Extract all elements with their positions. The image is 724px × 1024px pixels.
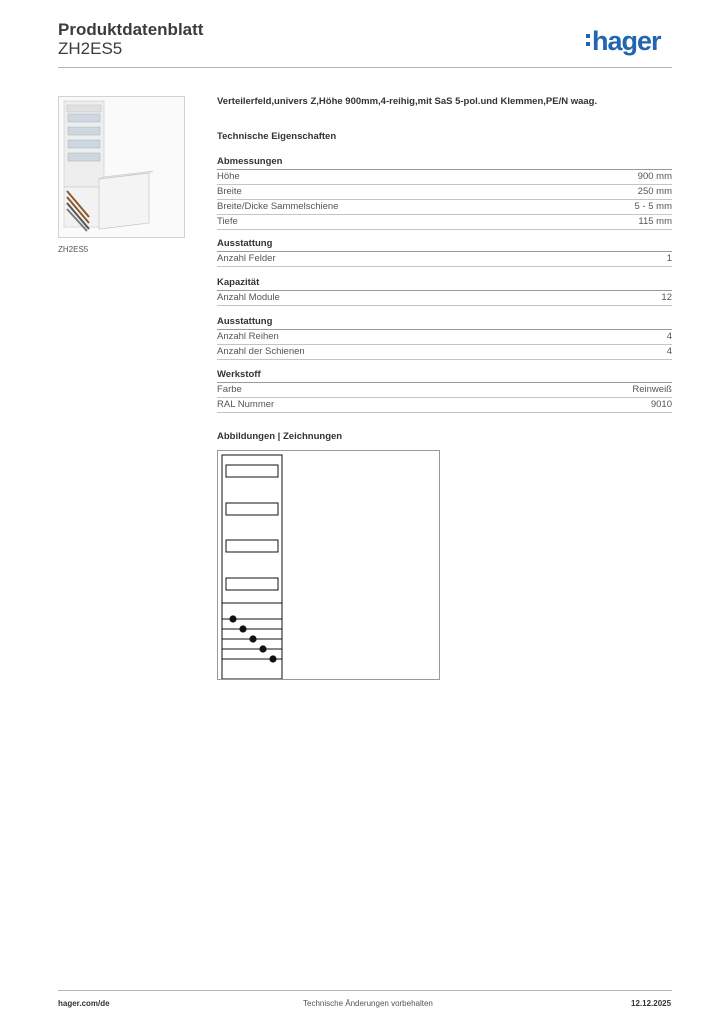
spec-label: Anzahl der Schienen xyxy=(217,346,305,357)
product-description: Verteilerfeld,univers Z,Höhe 900mm,4-reihig,mit SaS 5-pol.und Klemmen,PE/N waag. xyxy=(217,96,598,107)
spec-label: RAL Nummer xyxy=(217,399,275,410)
spec-value: Reinweiß xyxy=(632,384,672,395)
spec-value: 5 - 5 mm xyxy=(634,201,672,212)
product-code: ZH2ES5 xyxy=(58,39,123,58)
spec-label: Anzahl Felder xyxy=(217,253,276,264)
technical-properties-title: Technische Eigenschaften xyxy=(217,131,337,142)
spec-row xyxy=(217,398,672,413)
spec-group-dimensions xyxy=(217,156,672,230)
spec-value: 900 mm xyxy=(637,171,672,182)
spec-row xyxy=(217,185,672,200)
spec-heading: Werkstoff xyxy=(217,369,672,383)
spec-row xyxy=(217,170,672,185)
spec-row xyxy=(217,200,672,215)
footer-website: hager.com/de xyxy=(58,999,110,1008)
spec-heading: Ausstattung xyxy=(217,238,672,252)
spec-group-capacity xyxy=(217,277,672,306)
spec-heading: Ausstattung xyxy=(217,316,672,330)
logo-dots-icon xyxy=(586,34,591,50)
spec-label: Breite/Dicke Sammelschiene xyxy=(217,201,339,212)
product-thumbnail xyxy=(58,96,185,238)
spec-heading: Kapazität xyxy=(217,277,672,291)
spec-value: 12 xyxy=(661,292,672,303)
spec-row xyxy=(217,291,672,306)
footer-notice: Technische Änderungen vorbehalten xyxy=(303,999,433,1008)
spec-row xyxy=(217,215,672,230)
footer-divider xyxy=(58,990,672,991)
spec-label: Breite xyxy=(217,186,242,197)
spec-label: Höhe xyxy=(217,171,240,182)
spec-row xyxy=(217,345,672,360)
logo-text: hager xyxy=(592,26,661,56)
distribution-panel-drawing-icon xyxy=(218,451,439,679)
spec-group-material xyxy=(217,369,672,413)
spec-label: Anzahl Module xyxy=(217,292,280,303)
spec-label: Tiefe xyxy=(217,216,238,227)
technical-drawing xyxy=(217,450,440,680)
footer-date: 12.12.2025 xyxy=(631,999,672,1008)
hager-logo xyxy=(592,26,661,56)
spec-value: 4 xyxy=(666,331,672,342)
spec-heading: Abmessungen xyxy=(217,156,672,170)
spec-label: Anzahl Reihen xyxy=(217,331,279,342)
product-photo-icon xyxy=(59,97,184,237)
spec-label: Farbe xyxy=(217,384,242,395)
spec-group-equipment xyxy=(217,238,672,267)
thumbnail-caption: ZH2ES5 xyxy=(58,245,89,254)
spec-value: 4 xyxy=(666,346,672,357)
spec-row xyxy=(217,252,672,267)
spec-group-equipment-rows xyxy=(217,316,672,360)
spec-value: 250 mm xyxy=(637,186,672,197)
spec-value: 1 xyxy=(666,253,672,264)
page-title: Produktdatenblatt xyxy=(58,20,204,39)
spec-value: 115 mm xyxy=(638,216,672,227)
spec-value: 9010 xyxy=(650,399,672,410)
header-divider xyxy=(58,67,672,68)
spec-row xyxy=(217,330,672,345)
drawings-title: Abbildungen | Zeichnungen xyxy=(217,431,343,442)
spec-row xyxy=(217,383,672,398)
